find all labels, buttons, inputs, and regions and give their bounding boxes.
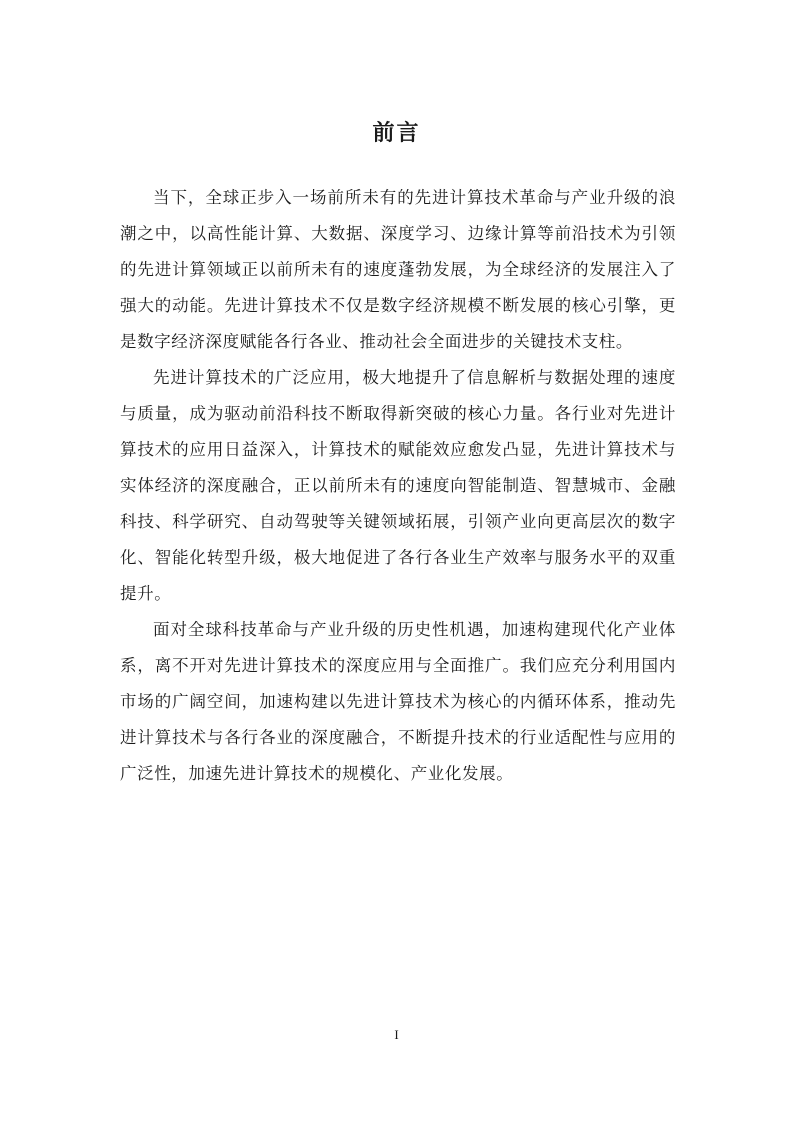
paragraph-3: 面对全球科技革命与产业升级的历史性机遇，加速构建现代化产业体系，离不开对先进计算技术的深度应用与全面推广。我们应充分利用国内市场的广阔空间，加速构建以先进计算技术为核心的内循环体系，推动先进计算技术与各行各业的深度融合，不断提升技术的行业适配性与应用的广泛性，加速先进计算技术的规模化、产业化发展。 <box>120 620 676 783</box>
page-number: I <box>394 1027 399 1042</box>
paragraph-1: 当下，全球正步入一场前所未有的先进计算技术革命与产业升级的浪潮之中，以高性能计算、大数据、深度学习、边缘计算等前沿技术为引领的先进计算领域正以前所未有的速度蓬勃发展，为全球经济的发展注入了强大的动能。先进计算技术不仅是数字经济规模不断发展的核心引擎，更是数字经济深度赋能各行各业、推动社会全面进步的关键技术支柱。 <box>120 188 676 351</box>
body-text <box>120 180 676 792</box>
page-title: 前言 <box>372 121 421 146</box>
paragraph-2: 先进计算技术的广泛应用，极大地提升了信息解析与数据处理的速度与质量，成为驱动前沿科技不断取得新突破的核心力量。各行业对先进计算技术的应用日益深入，计算技术的赋能效应愈发凸显，先进计算技术与实体经济的深度融合，正以前所未有的速度向智能制造、智慧城市、金融科技、科学研究、自动驾驶等关键领域拓展，引领产业向更高层次的数字化、智能化转型升级，极大地促进了各行各业生产效率与服务水平的双重提升。 <box>120 368 676 603</box>
